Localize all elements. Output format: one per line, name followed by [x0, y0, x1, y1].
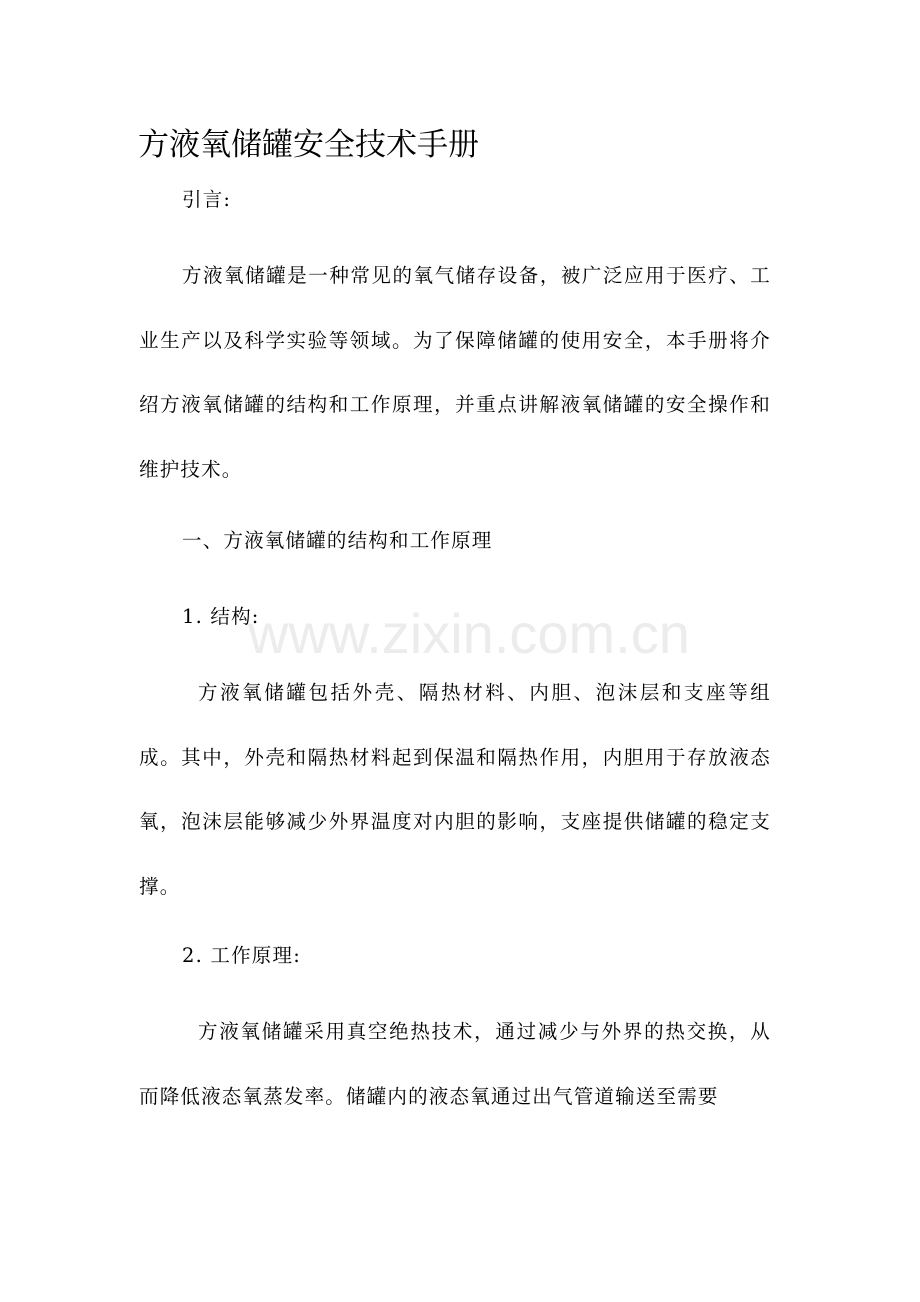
- paragraph-principle: 方液氧储罐采用真空绝热技术，通过减少与外界的热交换，从而降低液态氧蒸发率。储罐内的液态氧通过出气管道输送至需要: [139, 1020, 771, 1108]
- subsection-heading-principle: 2. 工作原理:: [182, 944, 301, 967]
- paragraph-intro: 方液氧储罐是一种常见的氧气储存设备，被广泛应用于医疗、工业生产以及科学实验等领域。为了保障储罐的使用安全，本手册将介绍方液氧储罐的结构和工作原理，并重点讲解液氧储罐的安全操作和维护技术。: [139, 264, 771, 481]
- document-title: 方液氧储罐安全技术手册: [138, 127, 479, 163]
- paragraph-structure: 方液氧储罐包括外壳、隔热材料、内胆、泡沫层和支座等组成。其中，外壳和隔热材料起到保温和隔热作用，内胆用于存放液态氧，泡沫层能够减少外界温度对内胆的影响，支座提供储罐的稳定支撑。: [139, 681, 771, 898]
- subsection-heading-structure: 1. 结构:: [182, 605, 260, 628]
- watermark: www.zixin.com.cn: [248, 602, 690, 665]
- section-heading-1: 一、方液氧储罐的结构和工作原理: [182, 529, 493, 552]
- paragraph-intro-heading: 引言:: [182, 188, 232, 211]
